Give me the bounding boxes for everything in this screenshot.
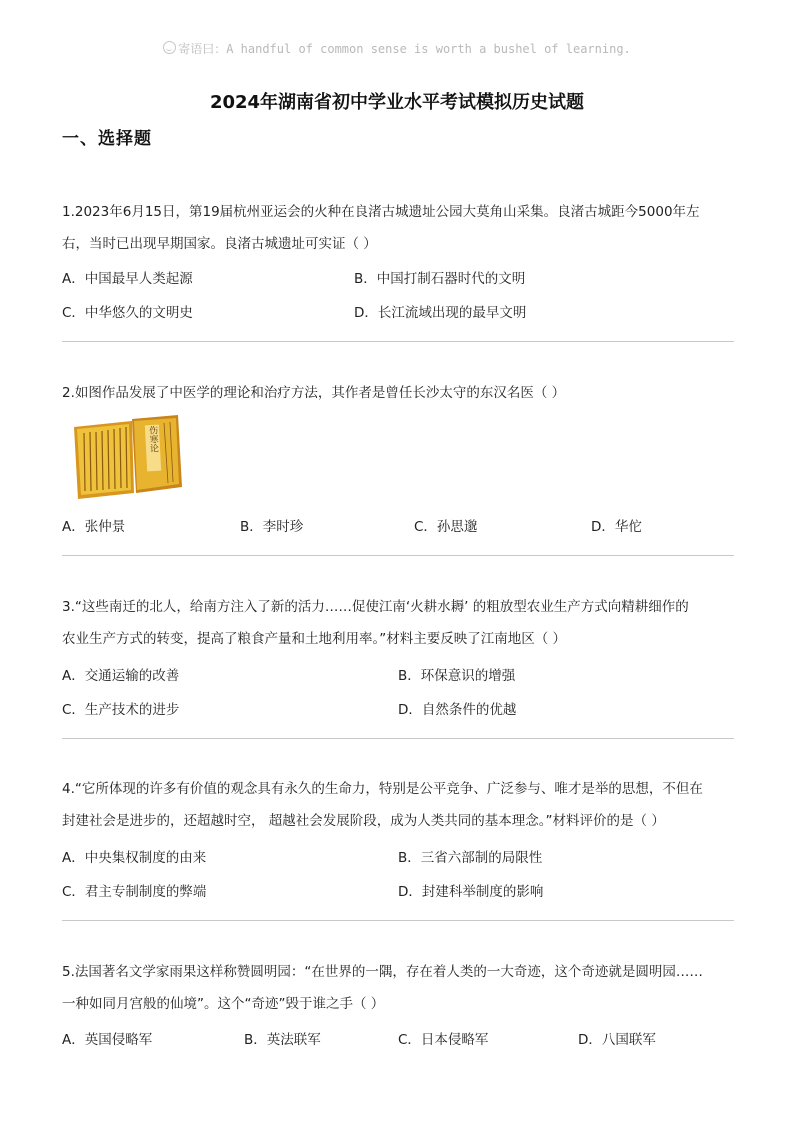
q2-option-b[interactable]: B．李时珍 xyxy=(240,519,304,535)
question-1-stem-line-2: 右，当时已出现早期国家。良渚古城遗址可实证（ ） xyxy=(62,236,377,252)
question-3-stem-line-2: 农业生产方式的转变，提高了粮食产量和土地利用率。”材料主要反映了江南地区（ ） xyxy=(62,631,567,647)
question-divider xyxy=(62,920,734,921)
question-5-stem xyxy=(62,956,738,1020)
q5-option-b[interactable]: B．英法联军 xyxy=(244,1032,321,1048)
smile-icon xyxy=(163,41,176,54)
watermark xyxy=(0,40,794,57)
question-5-stem-line-2: 一种如同月宫般的仙境”。这个“奇迹”毁于谁之手（ ） xyxy=(62,996,385,1012)
q1-option-b[interactable]: B．中国打制石器时代的文明 xyxy=(354,271,526,287)
section-title: 一、选择题 xyxy=(62,129,152,149)
q1-option-d[interactable]: D．长江流域出现的最早文明 xyxy=(354,305,527,321)
question-5-stem-line-1: 5.法国著名文学家雨果这样称赞圆明园：“在世界的一隅，存在着人类的一大奇迹，这个奇迹就是圆明园…… xyxy=(62,964,703,980)
q2-option-d[interactable]: D．华佗 xyxy=(591,519,642,535)
watermark-text: 寄语曰：A handful of common sense is worth a bushel of learning. xyxy=(178,42,631,56)
q3-option-a[interactable]: A．交通运输的改善 xyxy=(62,668,180,684)
question-2-stem-line-1: 2.如图作品发展了中医学的理论和治疗方法，其作者是曾任长沙太守的东汉名医（ ） xyxy=(62,385,566,401)
question-4-stem-line-2: 封建社会是进步的，还超越时空， 超越社会发展阶段，成为人类共同的基本理念。”材料评价的是（ ） xyxy=(62,813,665,829)
question-2-stem xyxy=(62,377,738,409)
question-1-stem-line-1: 1.2023年6月15日，第19届杭州亚运会的火种在良渚古城遗址公园大莫角山采集。良渚古城距今5000年左 xyxy=(62,204,700,220)
document-title: 2024年湖南省初中学业水平考试模拟历史试题 xyxy=(209,92,585,113)
question-4-stem xyxy=(62,773,738,837)
shanghan-lun-book-image xyxy=(72,413,184,501)
question-1-stem xyxy=(62,196,738,260)
q3-option-b[interactable]: B．环保意识的增强 xyxy=(398,668,516,684)
q3-option-c[interactable]: C．生产技术的进步 xyxy=(62,702,180,718)
question-divider xyxy=(62,738,734,739)
book-cover-label: 伤寒论 xyxy=(146,425,159,453)
question-divider xyxy=(62,555,734,556)
q1-option-c[interactable]: C．中华悠久的文明史 xyxy=(62,305,193,321)
question-3-stem-line-1: 3.“这些南迁的北人，给南方注入了新的活力……促使江南‘火耕水耨’ 的粗放型农业生产方式向精耕细作的 xyxy=(62,599,689,615)
q1-option-a[interactable]: A．中国最早人类起源 xyxy=(62,271,193,287)
q2-option-a[interactable]: A．张仲景 xyxy=(62,519,126,535)
question-4-stem-line-1: 4.“它所体现的许多有价值的观念具有永久的生命力，特别是公平竞争、广泛参与、唯才是举的思想，不但在 xyxy=(62,781,703,797)
q2-option-c[interactable]: C．孙思邈 xyxy=(414,519,478,535)
q4-option-c[interactable]: C．君主专制制度的弊端 xyxy=(62,884,207,900)
question-divider xyxy=(62,341,734,342)
q4-option-a[interactable]: A．中央集权制度的由来 xyxy=(62,850,207,866)
q5-option-d[interactable]: D．八国联军 xyxy=(578,1032,656,1048)
q5-option-a[interactable]: A．英国侵略军 xyxy=(62,1032,153,1048)
q5-option-c[interactable]: C．日本侵略军 xyxy=(398,1032,489,1048)
q4-option-d[interactable]: D．封建科举制度的影响 xyxy=(398,884,544,900)
question-3-stem xyxy=(62,591,738,655)
q4-option-b[interactable]: B．三省六部制的局限性 xyxy=(398,850,543,866)
q3-option-d[interactable]: D．自然条件的优越 xyxy=(398,702,517,718)
